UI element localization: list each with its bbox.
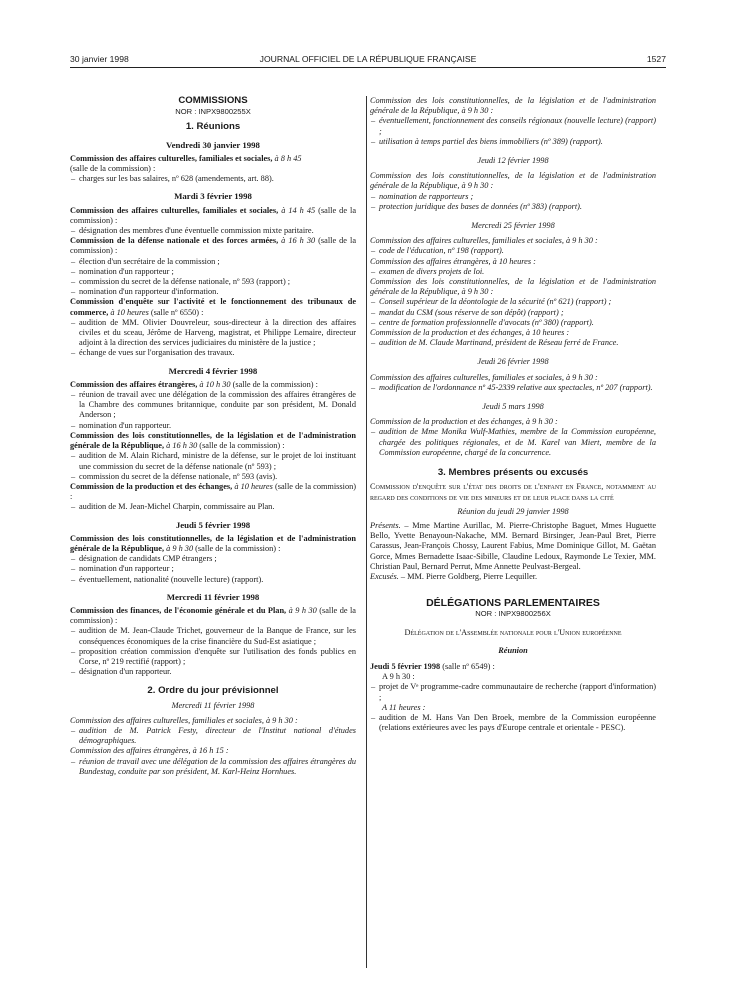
day-heading: Jeudi 5 février 1998 <box>175 519 251 530</box>
agenda-item: – désignation de candidats CMP étrangers ; <box>70 554 356 564</box>
delegation-name: Délégation de l'Assemblée nationale pour l'Union européenne <box>404 627 622 637</box>
header-page-number: 1527 <box>646 54 666 64</box>
members-excused: Excusés. – MM. Pierre Goldberg, Pierre Lequiller. <box>370 571 538 581</box>
left-column <box>70 96 356 777</box>
agenda-item: – nomination d'un rapporteur ; <box>70 564 356 574</box>
agenda-item: – centre de formation professionnelle d'avocats (nº 380) (rapport). <box>370 318 656 328</box>
agenda-item: – audition de M. Jean-Michel Charpin, commissaire au Plan. <box>70 502 356 512</box>
subsection-membres: 3. Membres présents ou excusés <box>437 467 589 479</box>
agenda-item: – audition de M. Jean-Claude Trichet, gouverneur de la Banque de France, sur les conséquences économiques de la crise financière du Sud-Est asiatique ; <box>70 626 356 646</box>
reunion-date: Jeudi 5 février 1998 (salle nº 6549) : <box>370 661 495 671</box>
agenda-item: – modification de l'ordonnance nº 45-2339 relative aux spectacles, nº 207 (rapport). <box>370 383 656 393</box>
section-title-commissions: COMMISSIONS <box>178 95 248 106</box>
agenda-item: – réunion de travail avec une délégation de la commission des affaires étrangères du Bundestag, conduite par son président, M. Karl-Heinz Hornhues. <box>70 757 356 777</box>
agenda-item: – élection d'un secrétaire de la commission ; <box>70 257 356 267</box>
nor-reference: NOR : INPX9800256X <box>475 609 551 619</box>
agenda-item: – audition de Mme Monika Wulf-Mathies, membre de la Commission européenne, chargée des politiques régionales, et de M. Karel van Miert, membre de la Commission européenne, chargé de la concurrence. <box>370 427 656 458</box>
commission-entry: Commission des affaires culturelles, familiales et sociales, à 8 h 45 (salle de la commission) : <box>70 153 302 174</box>
day-heading: Jeudi 26 février 1998 <box>477 357 549 367</box>
reunion-heading: Réunion du jeudi 29 janvier 1998 <box>457 506 569 516</box>
column-divider <box>366 96 367 968</box>
agenda-item: – échange de vues sur l'organisation des travaux. <box>70 348 356 358</box>
agenda-item: – désignation des membres d'une éventuelle commission mixte paritaire. <box>70 226 356 236</box>
agenda-item: – audition de M. Patrick Festy, directeur de l'Institut national d'études démographiques. <box>70 726 356 746</box>
agenda-item: – utilisation à temps partiel des biens immobiliers (nº 389) (rapport). <box>370 137 656 147</box>
commission-entry: Commission des lois constitutionnelles, de la législation et de l'administration générale de la République, à 9 h 30 : <box>370 277 656 297</box>
day-heading: Jeudi 5 mars 1998 <box>482 402 544 412</box>
agenda-item: – nomination d'un rapporteur d'information. <box>70 287 356 297</box>
commission-entry: Commission de la défense nationale et des forces armées, à 16 h 30 (salle de la commission) : <box>70 236 356 256</box>
commission-entry: Commission des affaires étrangères, à 16 h 15 : <box>70 746 229 756</box>
commission-entry: Commission des affaires culturelles, familiales et sociales, à 9 h 30 : <box>70 715 298 725</box>
commission-entry: Commission des lois constitutionnelles, de la législation et de l'administration générale de la République, à 9 h 30 (salle de la commission) : <box>70 533 356 553</box>
header-date: 30 janvier 1998 <box>70 54 129 64</box>
day-heading: Mardi 3 février 1998 <box>174 191 252 202</box>
commission-entry: Commission des lois constitutionnelles, de la législation et de l'administration générale de la République, à 9 h 30 : <box>370 96 656 116</box>
reunion-time: A 9 h 30 : <box>382 672 415 682</box>
header-rule <box>70 67 666 68</box>
reunion-time: A 11 heures : <box>382 702 426 712</box>
agenda-item: – réunion de travail avec une délégation de la commission des affaires étrangères de la Chambre des communes britannique, conduite par son président, M. Donald Anderson ; <box>70 390 356 421</box>
agenda-item: – éventuellement, nationalité (nouvelle lecture) (rapport). <box>70 575 356 585</box>
commission-entry: Commission des finances, de l'économie générale et du Plan, à 9 h 30 (salle de la commission) : <box>70 605 356 626</box>
agenda-item: – nomination d'un rapporteur ; <box>70 267 356 277</box>
commission-entry: Commission des affaires culturelles, familiales et sociales, à 9 h 30 : <box>370 236 598 246</box>
agenda-item: – audition de M. Hans Van Den Broek, membre de la Commission européenne (relations extérieures avec les pays d'Europe centrale et orientale - PESC). <box>370 713 656 733</box>
agenda-item: – code de l'éducation, nº 198 (rapport). <box>370 246 656 256</box>
agenda-item: – audition de M. Alain Richard, ministre de la défense, sur le projet de loi instituant une commission du secret de la défense nationale (nº 593) ; <box>70 451 356 471</box>
nor-reference: NOR : INPX9800255X <box>175 107 251 117</box>
section-title-delegations: DÉLÉGATIONS PARLEMENTAIRES <box>426 597 600 610</box>
agenda-item: – Conseil supérieur de la déontologie de la sécurité (nº 621) (rapport) ; <box>370 297 656 307</box>
day-heading: Mercredi 4 février 1998 <box>168 365 258 376</box>
commission-entry: Commission de la production et des échanges, à 10 heures : <box>370 328 570 338</box>
commission-entry: Commission des lois constitutionnelles, de la législation et de l'administration générale de la République, à 9 h 30 : <box>370 171 656 191</box>
commission-name: Commission d'enquête sur l'état des droits de l'enfant en France, notamment au regard des conditions de vie des mineurs et de leur place dans la cité <box>370 482 656 502</box>
agenda-item: – désignation d'un rapporteur. <box>70 667 356 677</box>
commission-entry: Commission des lois constitutionnelles, de la législation et de l'administration générale de la République, à 16 h 30 (salle de la commission) : <box>70 430 356 451</box>
subsection-reunions: 1. Réunions <box>185 121 241 133</box>
agenda-item: – éventuellement, fonctionnement des conseils régionaux (nouvelle lecture) (rapport) ; <box>370 116 656 136</box>
agenda-item: – commission du secret de la défense nationale, nº 593 (avis). <box>70 472 356 482</box>
agenda-item: – protection juridique des bases de données (nº 383) (rapport). <box>370 202 656 212</box>
commission-entry: Commission des affaires étrangères, à 10 h 30 (salle de la commission) : <box>70 379 318 389</box>
commission-entry: Commission d'enquête sur l'activité et le fonctionnement des tribunaux de commerce, à 10 heures (salle nº 6550) : <box>70 297 356 317</box>
commission-entry: Commission de la production et des échanges, à 9 h 30 : <box>370 417 558 427</box>
reunion-heading: Réunion <box>498 645 528 655</box>
header-journal-title: JOURNAL OFFICIEL DE LA RÉPUBLIQUE FRANÇAISE <box>259 54 477 64</box>
members-present: Présents. – Mme Martine Aurillac, M. Pierre-Christophe Baguet, Mmes Huguette Bello, Yvette Benayoun-Nakache, MM. Bernard Birsinger, Jean-Paul Bret, Pierre Carassus, Jean-François Chossy, Laurent Fabius, Mme Dominique Gillot, M. Gaëtan Gorce, Mmes Bernadette Isaac-Sibille, Claudine Ledoux, Raymonde Le Texier, MM. Christian Paul, Bernard Perrut, Mme Annette Peulvast-Bergeal. <box>370 520 656 571</box>
agenda-item: – nomination d'un rapporteur. <box>70 421 356 431</box>
agenda-item: – commission du secret de la défense nationale, nº 593 (rapport) ; <box>70 277 356 287</box>
commission-entry: Commission de la production et des échanges, à 10 heures (salle de la commission) : <box>70 481 357 502</box>
day-heading: Mercredi 25 février 1998 <box>471 221 555 231</box>
agenda-item: – mandat du CSM (sous réserve de son dépôt) (rapport) ; <box>370 308 656 318</box>
subsection-ordre-du-jour: 2. Ordre du jour prévisionnel <box>147 685 279 697</box>
agenda-item: – proposition création commission d'enquête sur l'utilisation des fonds publics en Corse, nº 219 rectifié (rapport) ; <box>70 647 356 667</box>
agenda-item: – projet de Vᵉ programme-cadre communautaire de recherche (rapport d'information) ; <box>370 682 656 702</box>
page-header <box>70 54 666 68</box>
day-heading: Jeudi 12 février 1998 <box>477 156 549 166</box>
agenda-item: – audition de MM. Olivier Douvreleur, sous-directeur à la direction des affaires civiles et du sceau, Jérôme de Harveng, magistrat, et Philippe Lemaire, directeur adjoint à la direction des services judiciaires du ministère de la justice ; <box>70 318 356 349</box>
agenda-item: – charges sur les bas salaires, nº 628 (amendements, art. 88). <box>70 174 356 184</box>
day-heading: Mercredi 11 février 1998 <box>166 591 260 602</box>
agenda-item: – examen de divers projets de loi. <box>370 267 656 277</box>
commission-entry: Commission des affaires étrangères, à 10 heures : <box>370 256 536 266</box>
day-heading: Vendredi 30 janvier 1998 <box>166 139 260 150</box>
commission-entry: Commission des affaires culturelles, familiales et sociales, à 9 h 30 : <box>370 372 598 382</box>
agenda-item: – audition de M. Claude Martinand, président de Réseau ferré de France. <box>370 338 656 348</box>
agenda-item: – nomination de rapporteurs ; <box>370 192 656 202</box>
day-heading: Mercredi 11 février 1998 <box>171 700 255 710</box>
commission-entry: Commission des affaires culturelles, familiales et sociales, à 14 h 45 (salle de la commission) : <box>70 205 357 225</box>
right-column <box>370 96 656 733</box>
